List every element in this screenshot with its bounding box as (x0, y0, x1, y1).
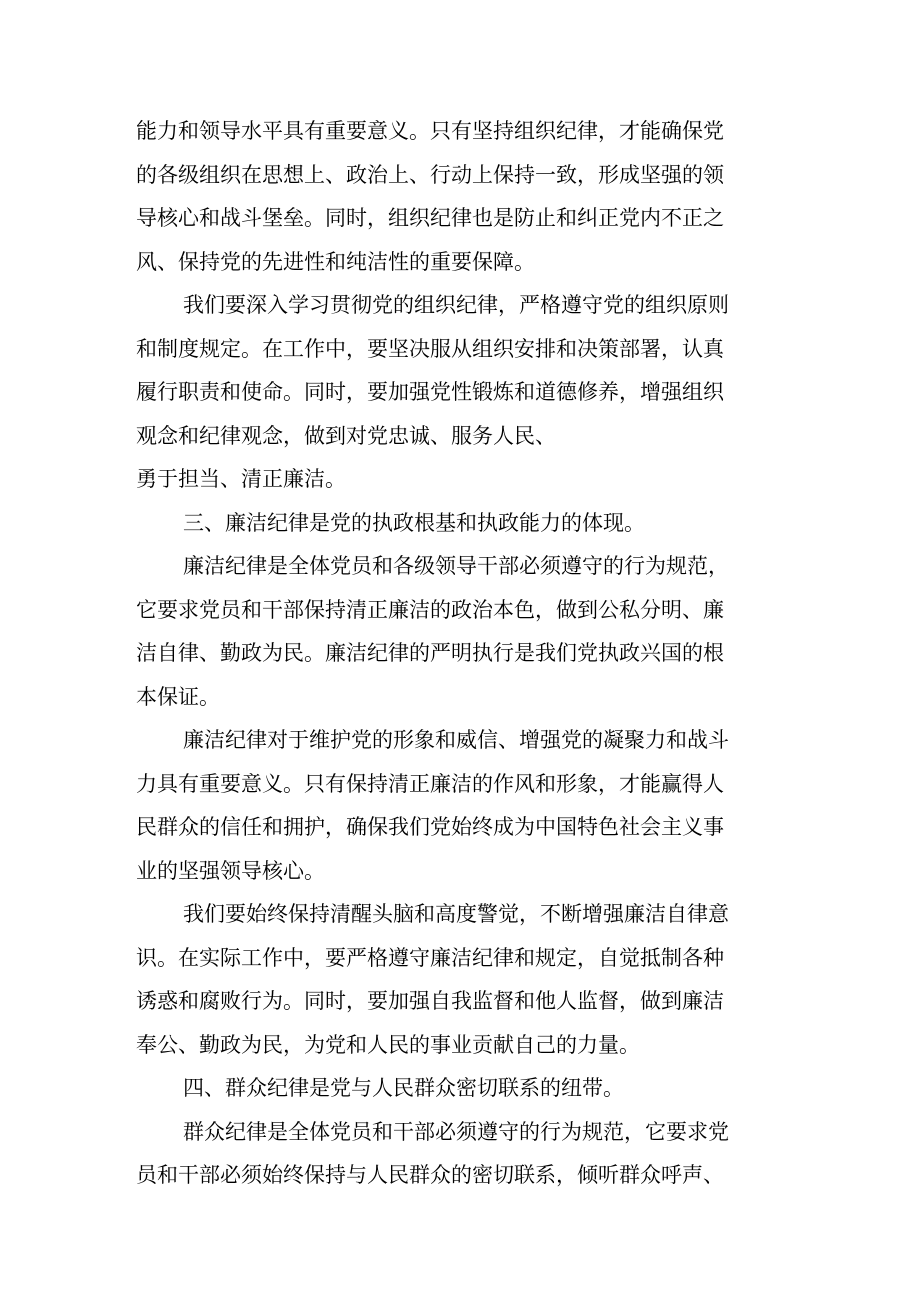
text-line: 员和干部必须始终保持与人民群众的密切联系，倾听群众呼声、 (136, 1163, 724, 1187)
text-line: 风、保持党的先进性和纯洁性的重要保障。 (136, 249, 535, 274)
text-line: 诱惑和腐败行为。同时，要加强自我监督和他人监督，做到廉洁 (136, 989, 724, 1013)
text-line: 奉公、勤政为民，为党和人民的事业贡献自己的力量。 (136, 1032, 640, 1057)
text-line: 洁自律、勤政为民。廉洁纪律的严明执行是我们党执政兴国的根 (136, 641, 724, 665)
text-line: 业的坚强领导核心。 (136, 858, 325, 883)
text-line: 勇于担当、清正廉洁。 (136, 467, 346, 491)
paragraph-first-line: 群众纪律是全体党员和干部必须遵守的行为规范，它要求党 (183, 1119, 729, 1144)
paragraph-first-line: 我们要深入学习贯彻党的组织纪律，严格遵守党的组织原则 (183, 293, 729, 317)
section-heading: 四、群众纪律是党与人民群众密切联系的纽带。 (183, 1076, 624, 1100)
paragraph-first-line: 廉洁纪律是全体党员和各级领导干部必须遵守的行为规范， (183, 554, 729, 578)
text-line: 力具有重要意义。只有保持清正廉洁的作风和形象，才能赢得人 (136, 771, 724, 796)
text-line: 导核心和战斗堡垒。同时，组织纪律也是防止和纠正党内不正之 (136, 206, 724, 230)
text-line: 和制度规定。在工作中，要坚决服从组织安排和决策部署，认真 (136, 336, 724, 361)
text-line: 民群众的信任和拥护，确保我们党始终成为中国特色社会主义事 (136, 815, 724, 839)
text-line: 能力和领导水平具有重要意义。只有坚持组织纪律，才能确保党 (136, 119, 724, 143)
text-line: 识。在实际工作中，要严格遵守廉洁纪律和规定，自觉抵制各种 (136, 945, 724, 970)
text-line: 它要求党员和干部保持清正廉洁的政治本色，做到公私分明、廉 (136, 597, 724, 622)
section-heading: 三、廉洁纪律是党的执政根基和执政能力的体现。 (183, 510, 645, 535)
text-line: 履行职责和使命。同时，要加强党性锻炼和道德修养，增强组织 (136, 380, 724, 404)
text-line: 本保证。 (136, 684, 220, 709)
paragraph-first-line: 廉洁纪律对于维护党的形象和威信、增强党的凝聚力和战斗 (183, 728, 729, 752)
text-line: 的各级组织在思想上、政治上、行动上保持一致，形成坚强的领 (136, 162, 724, 187)
text-line: 观念和纪律观念，做到对党忠诚、服务人民、 (136, 423, 556, 448)
document-body (136, 110, 796, 1198)
paragraph-first-line: 我们要始终保持清醒头脑和高度警觉，不断增强廉洁自律意 (183, 902, 729, 926)
